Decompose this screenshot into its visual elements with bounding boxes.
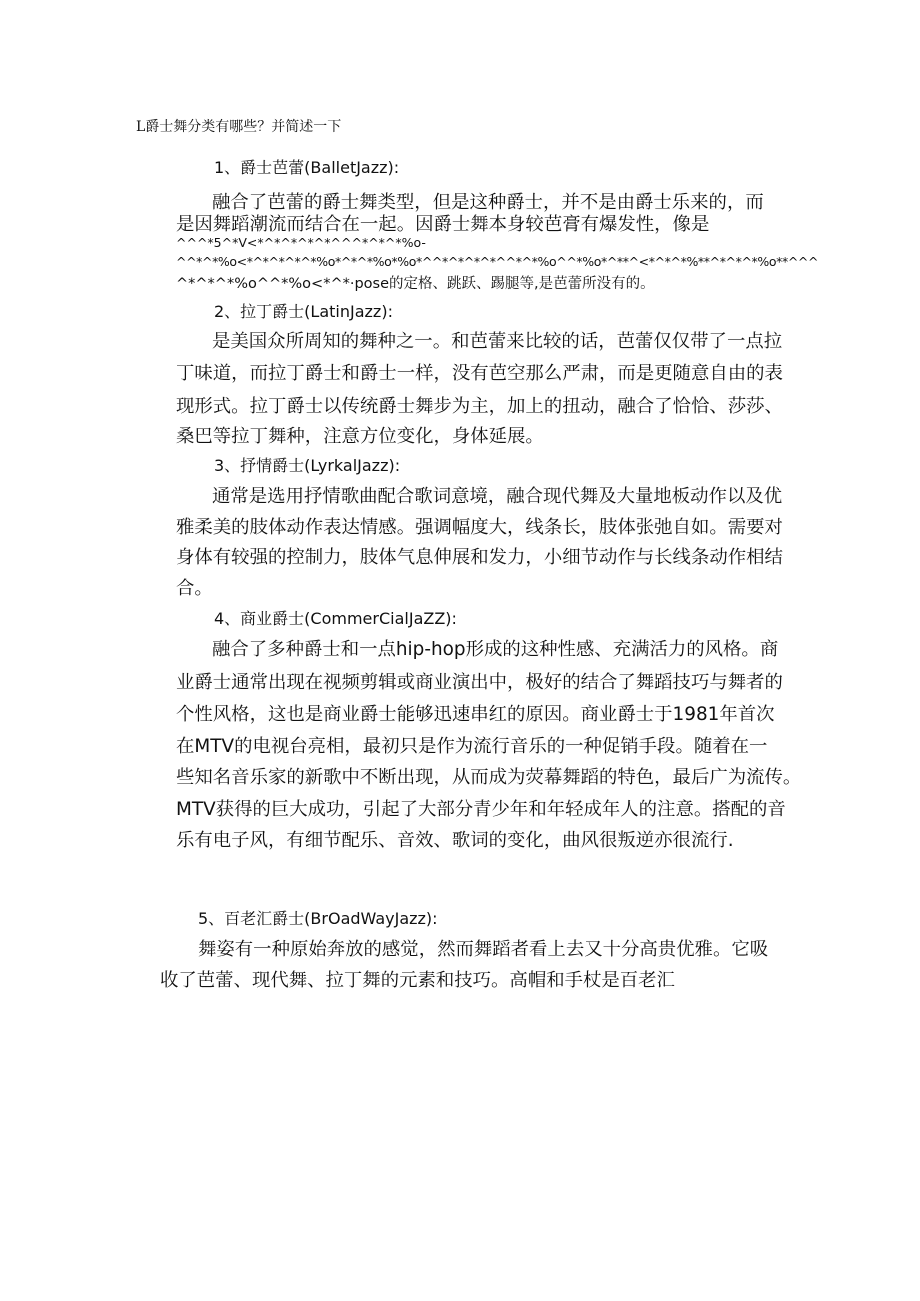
section-4-line-1: 融合了多种爵士和一点hip-hop形成的这种性感、充满活力的风格。商 (212, 639, 779, 660)
section-3-line-1: 通常是选用抒情歌曲配合歌词意境，融合现代舞及大量地板动作以及优 (212, 486, 783, 507)
section-4-line-2: 业爵士通常出现在视频剪辑或商业演出中，极好的结合了舞蹈技巧与舞者的 (176, 672, 783, 693)
section-2-line-3: 现形式。拉丁爵士以传统爵士舞步为主，加上的扭动，融合了恰恰、莎莎、 (176, 396, 783, 417)
section-3-heading: 3、抒情爵士(LyrkalJazz): (214, 456, 401, 475)
section-3-line-2: 雅柔美的肢体动作表达情感。强调幅度大，线条长，肢体张弛自如。需要对 (176, 517, 783, 538)
section-1-heading: 1、爵士芭蕾(BalletJazz): (214, 158, 400, 177)
section-1-line-2: 是因舞蹈潮流而结合在一起。因爵士舞本身较芭膏有爆发性，像是 (176, 214, 710, 235)
section-4-line-6: MTV获得的巨大成功，引起了大部分青少年和年轻成年人的注意。搭配的音 (176, 799, 786, 820)
section-1-line-1: 融合了芭蕾的爵士舞类型，但是这种爵士，并不是由爵士乐来的，而 (212, 192, 764, 213)
section-4-line-7: 乐有电子风，有细节配乐、音效、歌词的变化，曲风很叛逆亦很流行. (176, 830, 734, 851)
section-1-line-3: ^^^*5^*V<*^*^*^*^*^^^*^*^*%o- (176, 235, 426, 250)
section-3-line-3: 身体有较强的控制力，肢体气息伸展和发力，小细节动作与长线条动作相结 (176, 547, 783, 568)
section-4-heading: 4、商业爵士(CommerCialJaZZ): (214, 609, 457, 628)
section-2-line-4: 桑巴等拉丁舞种，注意方位变化，身体延展。 (176, 426, 544, 447)
section-4-line-5: 些知名音乐家的新歌中不断出现，从而成为荧幕舞蹈的特色，最后广为流传。 (176, 767, 802, 788)
section-1-line-5: ^*^*^*%o^^*%o<*^*·pose的定格、跳跃、踢腿等,是芭蕾所没有的。 (176, 276, 655, 292)
section-1-line-4: ^^*^*%o<*^*^*^*^*%o*^*^*%o*%o*^^*^*^*^*^^*^*%o^^*%o*^**^<*^*^*%**^*^*^*%o**^^^ (176, 254, 819, 269)
section-3-line-4: 合。 (176, 578, 213, 599)
section-2-heading: 2、拉丁爵士(LatinJazz): (214, 302, 393, 321)
question-title: L爵士舞分类有哪些？并简述一下 (136, 119, 342, 135)
section-5-line-2: 收了芭蕾、现代舞、拉丁舞的元素和技巧。高帽和手杖是百老汇 (160, 970, 675, 991)
section-2-line-2: 丁味道，而拉丁爵士和爵士一样，没有芭空那么严肃，而是更随意自由的表 (176, 363, 783, 384)
section-4-line-3: 个性风格，这也是商业爵士能够迅速串红的原因。商业爵士于1981年首次 (176, 704, 775, 725)
section-5-heading: 5、百老汇爵士(BrOadWayJazz): (198, 909, 438, 928)
section-5-line-1: 舞姿有一种原始奔放的感觉，然而舞蹈者看上去又十分高贵优雅。它吸 (198, 939, 769, 960)
section-4-line-4: 在MTV的电视台亮相，最初只是作为流行音乐的一种促销手段。随着在一 (176, 736, 768, 757)
section-2-line-1: 是美国众所周知的舞种之一。和芭蕾来比较的话，芭蕾仅仅带了一点拉 (212, 331, 783, 352)
